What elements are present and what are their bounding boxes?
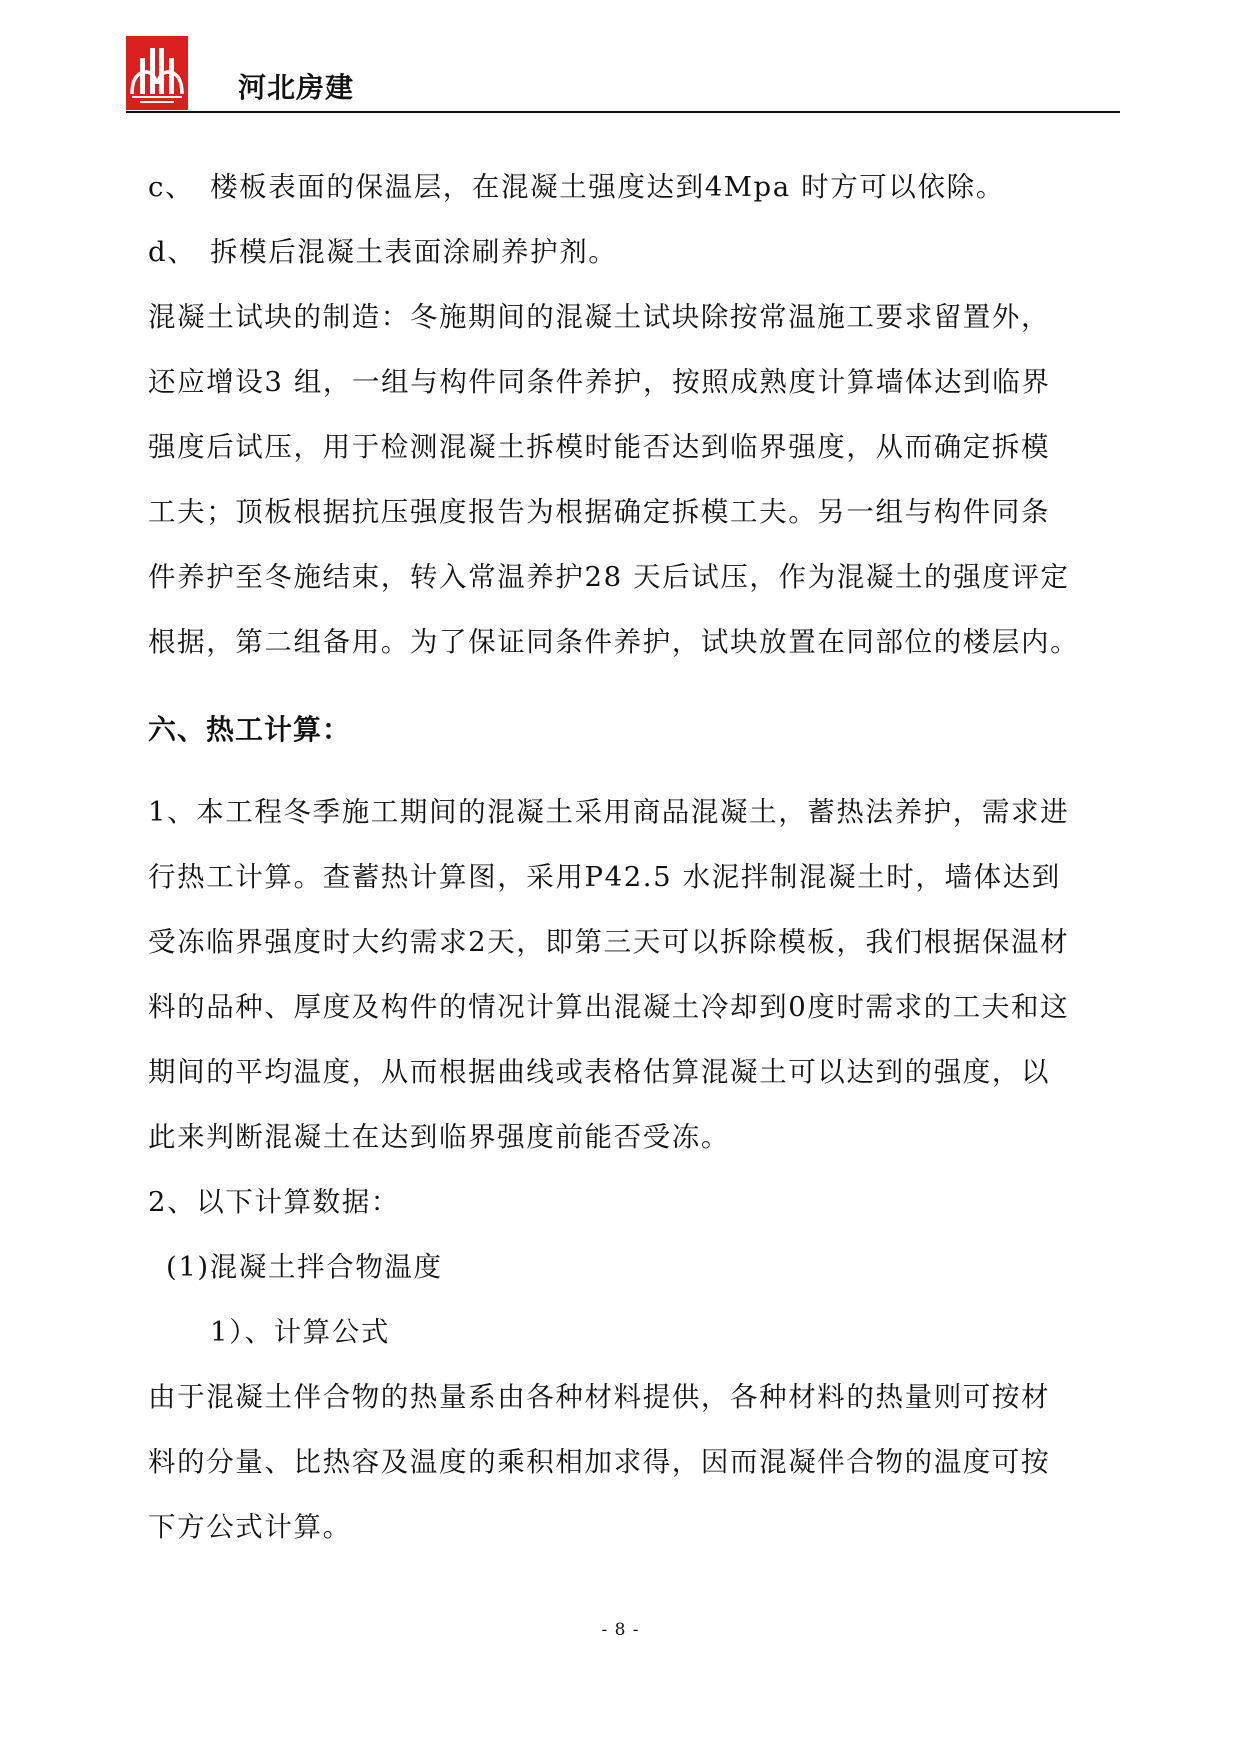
- header-divider: [126, 111, 1120, 113]
- paragraph-line: 混凝土试块的制造：冬施期间的混凝土试块除按常温施工要求留置外，: [148, 301, 1051, 333]
- paragraph-line: 下方公式计算。: [148, 1511, 352, 1543]
- list-item-text: 拆模后混凝土表面涂刷养护剂。: [210, 236, 618, 268]
- page-number: - 8 -: [601, 1620, 640, 1640]
- paragraph-line: 行热工计算。查蓄热计算图，采用P42.5 水泥拌制混凝土时，墙体达到: [148, 861, 1061, 893]
- paragraph-line: 工夫；顶板根据抗压强度报告为根据确定拆模工夫。另一组与构件同条: [148, 496, 1051, 528]
- company-logo: [126, 36, 188, 110]
- list-item-text: 楼板表面的保温层，在混凝土强度达到4Mpa 时方可以依除。: [210, 171, 1005, 203]
- numbered-item: 2、以下计算数据：: [148, 1186, 400, 1218]
- document-body: [148, 155, 1128, 1560]
- list-item-tag: d、: [148, 236, 197, 268]
- paragraph-line: 料的分量、比热容及温度的乘积相加求得，因而混凝伴合物的温度可按: [148, 1446, 1051, 1478]
- company-name: 河北房建: [238, 71, 355, 104]
- sub-sub-item: 1）、计算公式: [210, 1316, 390, 1348]
- paragraph-line: 1、本工程冬季施工期间的混凝土采用商品混凝土，蓄热法养护，需求进: [148, 796, 1070, 828]
- paragraph-line: 还应增设3 组，一组与构件同条件养护，按照成熟度计算墙体达到临界: [148, 366, 1051, 398]
- paragraph-line: 件养护至冬施结束，转入常温养护28 天后试压，作为混凝土的强度评定: [148, 561, 1070, 593]
- section-heading: 六、热工计算：: [148, 713, 352, 746]
- paragraph-specimen: [148, 285, 1128, 675]
- page-header: [126, 36, 1120, 112]
- building-logo-icon: [126, 36, 188, 110]
- paragraph-line: 强度后试压，用于检测混凝土拆模时能否达到临界强度，从而确定拆模: [148, 431, 1051, 463]
- paragraph-thermal: [148, 780, 1128, 1170]
- paragraph-line: 由于混凝土伴合物的热量系由各种材料提供，各种材料的热量则可按材: [148, 1381, 1051, 1413]
- paragraph-line: 根据，第二组备用。为了保证同条件养护，试块放置在同部位的楼层内。: [148, 626, 1080, 658]
- list-item-tag: c、: [148, 171, 195, 203]
- paragraph-formula: [148, 1365, 1128, 1560]
- paragraph-line: 受冻临界强度时大约需求2天，即第三天可以拆除模板，我们根据保温材: [148, 926, 1070, 958]
- paragraph-line: 此来判断混凝土在达到临界强度前能否受冻。: [148, 1121, 730, 1153]
- list-item: [148, 220, 1128, 285]
- paragraph-line: 期间的平均温度，从而根据曲线或表格估算混凝土可以达到的强度，以: [148, 1056, 1051, 1088]
- list-item: [148, 155, 1128, 220]
- paragraph-line: 料的品种、厚度及构件的情况计算出混凝土冷却到0度时需求的工夫和这: [148, 991, 1070, 1023]
- sub-item: (1)混凝土拌合物温度: [166, 1251, 443, 1283]
